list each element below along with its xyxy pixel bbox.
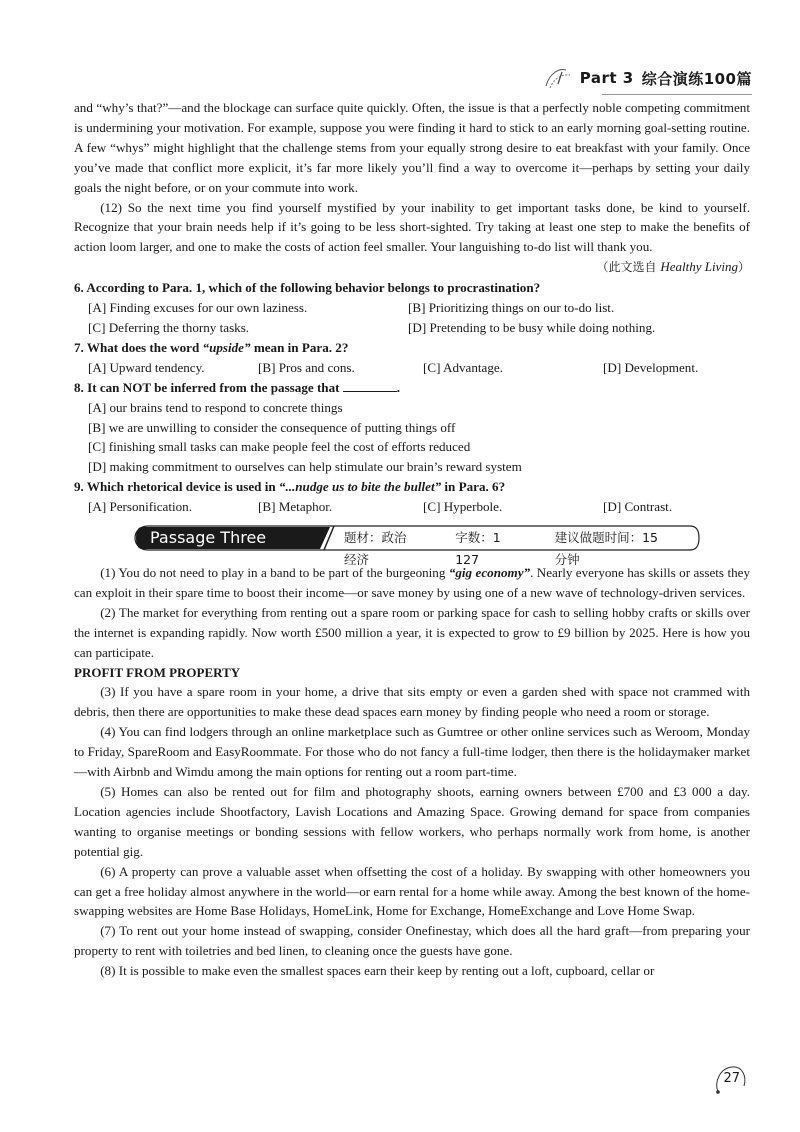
option-a[interactable]: [A] Upward tendency. (88, 359, 205, 375)
option-b[interactable]: [B] Metaphor. (258, 499, 333, 515)
source-note: （此文选自 Healthy Living） (596, 259, 750, 275)
header-part: Part 3 (579, 69, 634, 87)
passage-words: 字数：1 127 (455, 530, 501, 568)
option-c[interactable]: [C] Hyperbole. (423, 499, 503, 515)
option-b[interactable]: [B] Prioritizing things on our to-do list. (408, 300, 615, 316)
passage-paragraph-8: (8) It is possible to make even the smallest spaces earn their keep by renting out a loft, cupboard, cellar or (100, 963, 655, 979)
option-a[interactable]: [A] our brains tend to respond to concrete things (88, 399, 343, 415)
header-title: 综合演练100篇 (641, 69, 752, 88)
paragraph-continued: and “why’s that?”—and the blockage can surface quite quickly. Often, the issue is that a perfectly noble competing commitment is undermining your motivation. For example, suppose you were finding it hard to stick to an early morning goal-setting routine. A few “whys” might highlight that the challenge stems from your equally strong desire to eat breakfast with your family. Once you’ve made that conflict more explicit, it’s far more likely you’ll find a way to overcome it—perhaps by setting your daily goals the night before, or on your commute into work. (74, 100, 750, 195)
option-d[interactable]: [D] Pretending to be busy while doing nothing. (408, 319, 656, 335)
question-7: 7. What does the word “upside” mean in Para. 2? (74, 339, 349, 355)
paragraph-12: (12) So the next time you find yourself mystified by your inability to get important tasks done, be kind to yourself. Recognize that your brain needs help if it’s going to be less short-sighted. Try taking at least one step to make the benefits of action loom larger, and one to make the costs of action feel smaller. Your languishing to-do list will thank you. (74, 199, 750, 255)
option-d[interactable]: [D] Development. (603, 359, 699, 375)
swirl-ornament-icon (542, 66, 576, 90)
question-9: 9. Which rhetorical device is used in “...nudge us to bite the bullet” in Para. 6? (74, 479, 506, 495)
option-d[interactable]: [D] making commitment to ourselves can help stimulate our brain’s reward system (88, 459, 522, 475)
passage-info (344, 527, 700, 568)
option-c[interactable]: [C] Advantage. (423, 359, 503, 375)
passage-time: 建议做题时间：15分钟 (554, 530, 658, 568)
passage-topic: 题材：政治经济 (344, 530, 407, 568)
passage-paragraph-1: (1) You do not need to play in a band to be part of the burgeoning “gig economy”. Nearly everyone has skills or assets they can exploit in their spare time to boost their income—or save money by using one of a new wave of technology-driven services. (74, 565, 750, 600)
section-heading: PROFIT FROM PROPERTY (74, 664, 241, 680)
question-6-options (74, 298, 750, 338)
question-8-options (74, 398, 750, 478)
question-8: 8. It can NOT be inferred from the passage that . (74, 379, 401, 395)
source-name: Healthy Living (660, 259, 738, 275)
running-header (542, 66, 752, 90)
option-d[interactable]: [D] Contrast. (603, 499, 673, 515)
passage-paragraph-2: (2) The market for everything from renting out a spare room or parking space for cash to selling hobby crafts or skills over the internet is expanding rapidly. Now worth £500 million a year, it is expected to grow to £9 billion by 2025. Here is how you can participate. (74, 604, 750, 660)
option-a[interactable]: [A] Finding excuses for our own laziness. (88, 300, 308, 316)
question-6: 6. According to Para. 1, which of the following behavior belongs to procrastination? (74, 280, 541, 296)
option-c[interactable]: [C] Deferring the thorny tasks. (88, 319, 250, 335)
page-number: 27 (723, 1071, 740, 1086)
option-b[interactable]: [B] we are unwilling to consider the consequence of putting things off (88, 419, 456, 435)
passage-paragraph-3: (3) If you have a spare room in your home, a drive that sits empty or even a garden shed with space not crammed with debris, then there are opportunities to make these dead spaces earn money by finding people who need a room or storage. (74, 684, 750, 720)
question-9-options (74, 497, 750, 517)
question-7-options (74, 358, 750, 378)
header-rule (602, 94, 752, 95)
passage-paragraph-5: (5) Homes can also be rented out for film and photography shoots, earning owners between £700 and £3 000 a day. Location agencies include Shootfactory, Lavish Locations and Amazing Space. Growing demand for space from companies wanting to organise meetings or bonding sessions with fellow workers, who perhaps normally work from home, is another potential gig. (74, 784, 750, 859)
option-b[interactable]: [B] Pros and cons. (258, 359, 355, 375)
main-content (74, 98, 750, 981)
passage-paragraph-7: (7) To rent out your home instead of swapping, consider Onefinestay, which does all the hard graft—from preparing your property to rent with toiletries and bed linen, to cleaning once the guests have gone. (74, 923, 750, 959)
passage-banner (134, 523, 700, 568)
passage-paragraph-4: (4) You can find lodgers through an online marketplace such as Gumtree or other online services such as Weroom, Monday to Friday, SpareRoom and EasyRoommate. For those who do not fancy a full-time lodger, then there is the holidaymaker market—with Airbnb and Wimdu among the main options for renting out a room part-time. (74, 724, 750, 780)
option-a[interactable]: [A] Personification. (88, 499, 192, 515)
option-c[interactable]: [C] finishing small tasks can make people feel the cost of efforts reduced (88, 439, 471, 455)
passage-label: Passage Three (150, 528, 267, 548)
answer-blank (343, 379, 397, 392)
passage-paragraph-6: (6) A property can prove a valuable asset when offsetting the cost of a holiday. By swapping with other homeowners you can get a free holiday almost anywhere in the world—or earn rental for a home while away. Among the best known of the home-swapping websites are Home Base Holidays, HomeLink, Home for Exchange, HomeExchange and Love Home Swap. (74, 863, 750, 919)
